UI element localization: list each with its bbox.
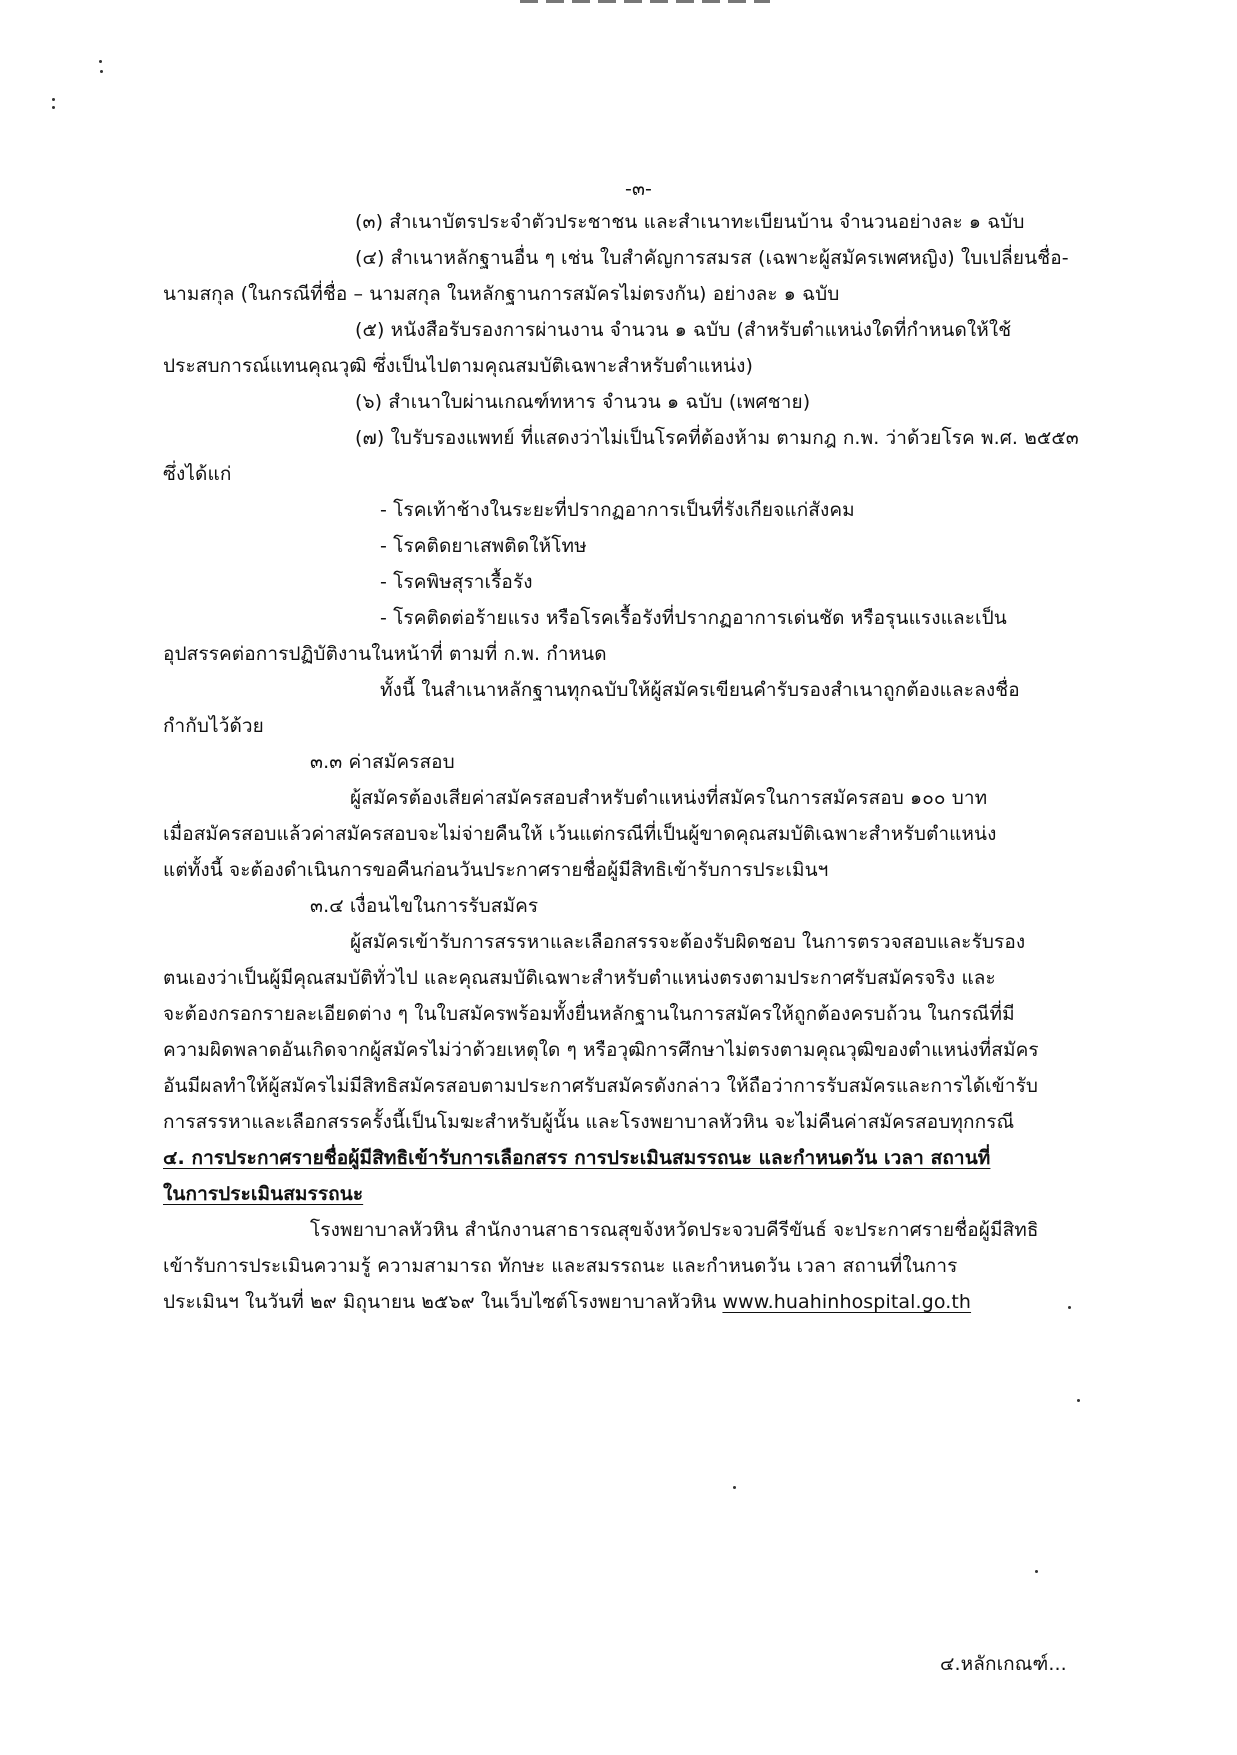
scan-top-border — [520, 0, 770, 3]
disease-item: - โรคพิษสุราเรื้อรัง — [380, 571, 533, 593]
section4-heading-line2: ในการประเมินสมรรถนะ — [163, 1183, 364, 1205]
conditions-heading: ๓.๔ เงื่อนไขในการรับสมัคร — [310, 895, 539, 917]
conditions-line6: การสรรหาและเลือกสรรครั้งนี้เป็นโมฆะสำหรับผู้นั้น และโรงพยาบาลหัวหิน จะไม่คืนค่าสมัครสอบทุกกรณี — [163, 1111, 1015, 1133]
item-4-line2: นามสกุล (ในกรณีที่ชื่อ – นามสกุล ในหลักฐานการสมัครไม่ตรงกัน) อย่างละ ๑ ฉบับ — [163, 283, 840, 305]
fee-paragraph-line3: แต่ทั้งนี้ จะต้องดำเนินการขอคืนก่อนวันประกาศรายชื่อผู้มีสิทธิเข้ารับการประเมินฯ — [163, 859, 829, 881]
scan-speck — [1035, 1570, 1038, 1573]
item-7-line2: ซึ่งได้แก่ — [163, 463, 232, 485]
conditions-line3: จะต้องกรอกรายละเอียดต่าง ๆ ในใบสมัครพร้อมทั้งยื่นหลักฐานในการสมัครให้ถูกต้องครบถ้วน ในกรณีที่มี — [163, 1003, 1015, 1025]
item-6: (๖) สำเนาใบผ่านเกณฑ์ทหาร จำนวน ๑ ฉบับ (เพศชาย) — [355, 391, 811, 413]
scan-speck — [100, 70, 103, 73]
scan-speck — [52, 98, 55, 101]
disease-continuation: อุปสรรคต่อการปฏิบัติงานในหน้าที่ ตามที่ ก.พ. กำหนด — [163, 643, 607, 665]
section4-line3-text: ประเมินฯ ในวันที่ ๒๙ มิถุนายน ๒๕๖๙ ในเว็บไซต์โรงพยาบาลหัวหิน — [163, 1291, 723, 1313]
scan-speck — [1068, 1306, 1071, 1309]
disease-item: - โรคติดยาเสพติดให้โทษ — [380, 535, 587, 557]
conditions-line2: ตนเองว่าเป็นผู้มีคุณสมบัติทั่วไป และคุณสมบัติเฉพาะสำหรับตำแหน่งตรงตามประกาศรับสมัครจริง และ — [163, 967, 996, 989]
scan-speck — [733, 1486, 736, 1489]
scan-speck — [52, 106, 55, 109]
section4-line3 — [163, 1290, 971, 1314]
item-7-line1: (๗) ใบรับรองแพทย์ ที่แสดงว่าไม่เป็นโรคที่ต้องห้าม ตามกฎ ก.พ. ว่าด้วยโรค พ.ศ. ๒๕๕๓ — [355, 427, 1079, 449]
item-5-line1: (๕) หนังสือรับรองการผ่านงาน จำนวน ๑ ฉบับ (สำหรับตำแหน่งใดที่กำหนดให้ใช้ — [355, 319, 1012, 341]
fee-paragraph-line1: ผู้สมัครต้องเสียค่าสมัครสอบสำหรับตำแหน่งที่สมัครในการสมัครสอบ ๑๐๐ บาท — [350, 787, 988, 809]
page-number: -๓- — [625, 178, 653, 200]
section4-line2: เข้ารับการประเมินความรู้ ความสามารถ ทักษะ และสมรรถนะ และกำหนดวัน เวลา สถานที่ในการ — [163, 1255, 958, 1277]
item-5-line2: ประสบการณ์แทนคุณวุฒิ ซึ่งเป็นไปตามคุณสมบัติเฉพาะสำหรับตำแหน่ง) — [163, 355, 753, 377]
section4-line1: โรงพยาบาลหัวหิน สำนักงานสาธารณสุขจังหวัดประจวบคีรีขันธ์ จะประกาศรายชื่อผู้มีสิทธิ — [310, 1219, 1039, 1241]
fee-heading: ๓.๓ ค่าสมัครสอบ — [310, 751, 455, 773]
conditions-line4: ความผิดพลาดอันเกิดจากผู้สมัครไม่ว่าด้วยเหตุใด ๆ หรือวุฒิการศึกษาไม่ตรงตามคุณวุฒิของตำแหน่งที่สมัคร — [163, 1039, 1039, 1061]
certify-line2: กำกับไว้ด้วย — [163, 715, 264, 737]
scan-speck — [99, 60, 102, 63]
hospital-website-link[interactable]: www.huahinhospital.go.th — [722, 1291, 972, 1313]
section4-heading-line1: ๔. การประกาศรายชื่อผู้มีสิทธิเข้ารับการเลือกสรร การประเมินสมรรถนะ และกำหนดวัน เวลา สถานที่ — [163, 1147, 991, 1169]
item-4-line1: (๔) สำเนาหลักฐานอื่น ๆ เช่น ใบสำคัญการสมรส (เฉพาะผู้สมัครเพศหญิง) ใบเปลี่ยนชื่อ- — [355, 247, 1069, 269]
scan-speck — [1077, 1399, 1080, 1402]
conditions-line5: อันมีผลทำให้ผู้สมัครไม่มีสิทธิสมัครสอบตามประกาศรับสมัครดังกล่าว ให้ถือว่าการรับสมัครและการได้เข้ารับ — [163, 1075, 1039, 1097]
fee-paragraph-line2: เมื่อสมัครสอบแล้วค่าสมัครสอบจะไม่จ่ายคืนให้ เว้นแต่กรณีที่เป็นผู้ขาดคุณสมบัติเฉพาะสำหรับตำแหน่ง — [163, 823, 997, 845]
disease-item: - โรคติดต่อร้ายแรง หรือโรคเรื้อรังที่ปรากฏอาการเด่นชัด หรือรุนแรงและเป็น — [380, 607, 1007, 629]
footer-continuation: ๔.หลักเกณฑ์... — [940, 1653, 1067, 1675]
certify-line1: ทั้งนี้ ในสำเนาหลักฐานทุกฉบับให้ผู้สมัครเขียนคำรับรองสำเนาถูกต้องและลงชื่อ — [380, 679, 1020, 701]
disease-item: - โรคเท้าช้างในระยะที่ปรากฏอาการเป็นที่รังเกียจแก่สังคม — [380, 499, 855, 521]
conditions-line1: ผู้สมัครเข้ารับการสรรหาและเลือกสรรจะต้องรับผิดชอบ ในการตรวจสอบและรับรอง — [350, 931, 1026, 953]
item-3: (๓) สำเนาบัตรประจำตัวประชาชน และสำเนาทะเบียนบ้าน จำนวนอย่างละ ๑ ฉบับ — [355, 211, 1025, 233]
